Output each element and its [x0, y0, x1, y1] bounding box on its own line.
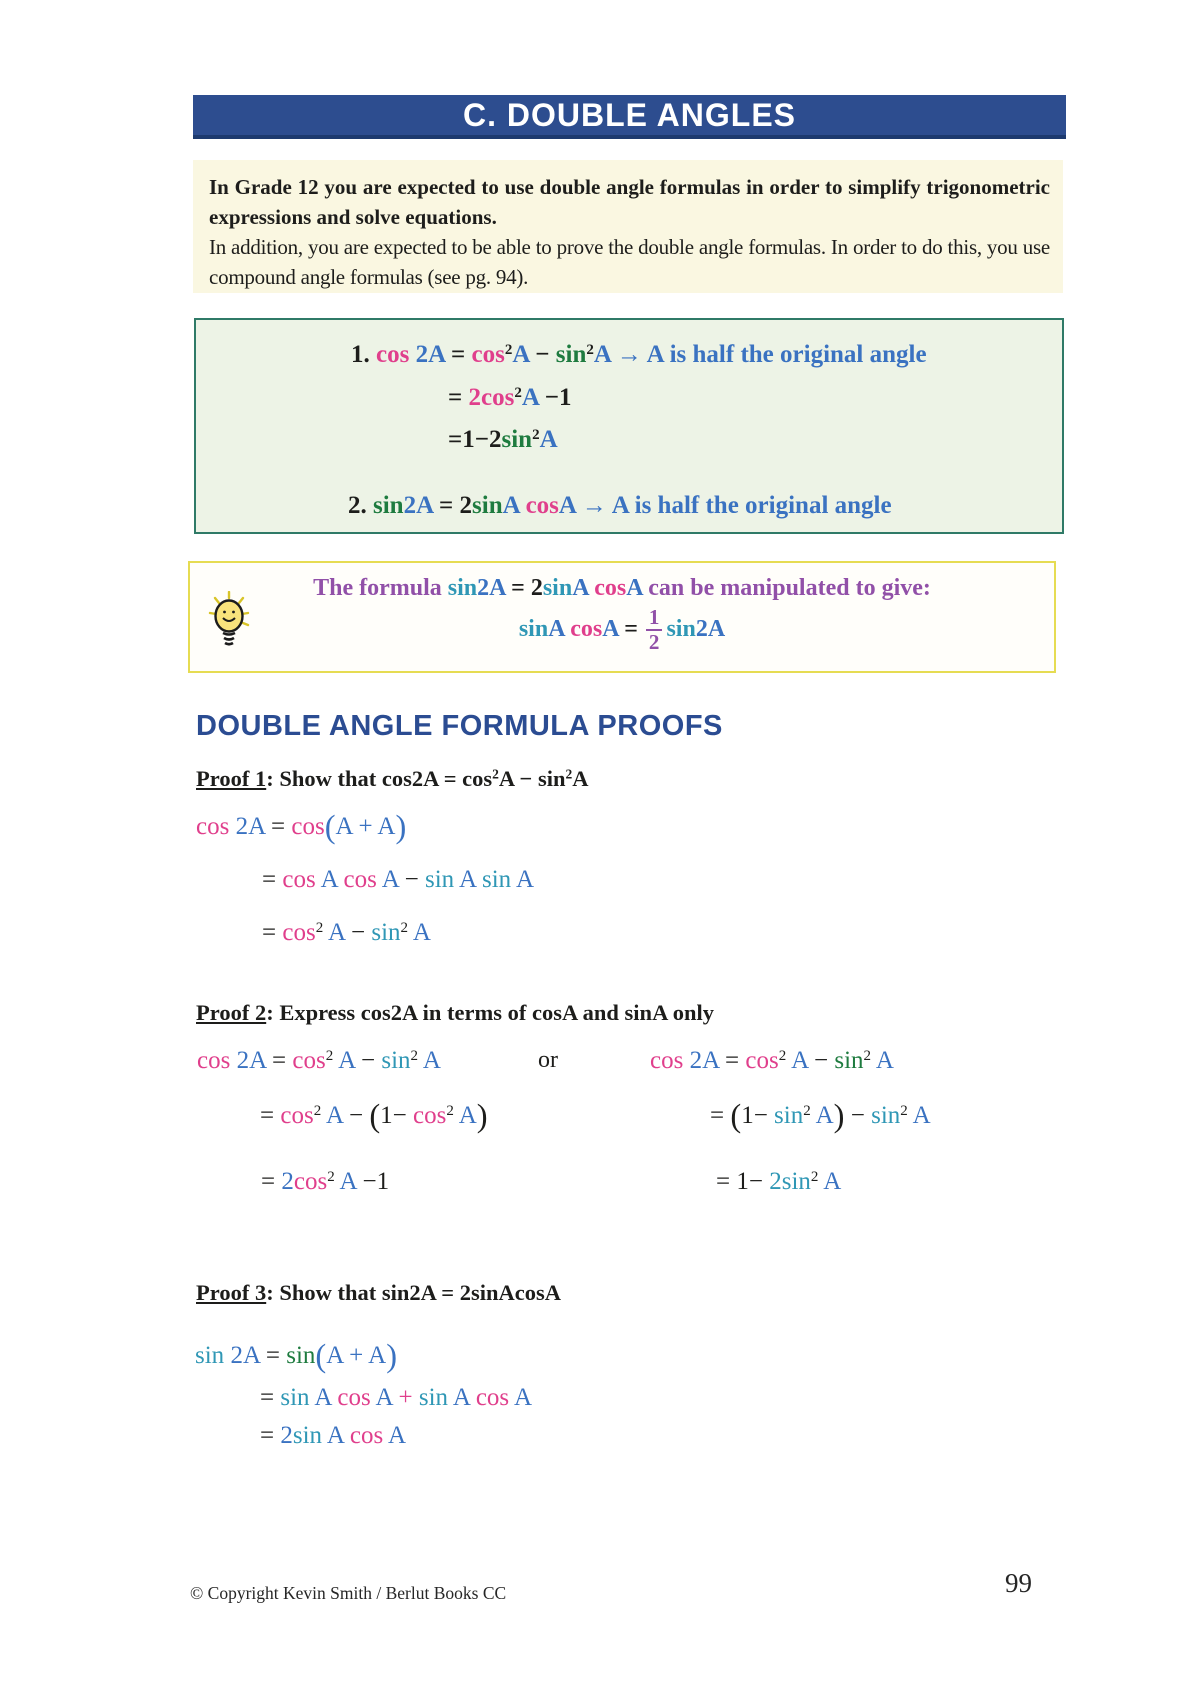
proof2-left-eq2: = $\cos^2 A - (1- \cos^2 A)$ — [260, 1098, 488, 1135]
double-angle-formula-box — [194, 318, 1064, 534]
formula-sin2A-line: 2. sin2A = 2sinA cosA → A is half the original angle — [348, 492, 892, 519]
proof1-eq1: cos 2A = cos(A + A) — [196, 809, 407, 846]
intro-bold-text: In Grade 12 you are expected to use double angle formulas in order to simplify trigonometric expressions and solve equations. — [209, 175, 1050, 229]
tip-line-1: The formula sin2A = 2sinA cosA can be manipulated to give: — [313, 575, 931, 601]
formula-cos2A-line2: = $2\cos^2A -1$ — [448, 384, 572, 411]
page-number: 99 — [1005, 1568, 1032, 1598]
copyright-text: © Copyright Kevin Smith / Berlut Books CC — [190, 1583, 507, 1603]
proof1-eq2: = cos A cos A − sin A sin A — [262, 866, 535, 893]
proof1-eq3: = $\cos^2 A - \sin^2 A$ — [262, 919, 431, 946]
proof3-label: Proof 3: Show that sin2A = 2sinAcosA — [196, 1280, 561, 1305]
proof3-eq2: = sin A cos A + sin A cos A — [260, 1384, 533, 1411]
proof2-label: Proof 2: Express cos2A in terms of cosA and sinA only — [196, 1000, 714, 1025]
proof1-label: Proof 1: Show that $\cos 2A = \cos^2A - \sin^2A$ — [196, 766, 589, 791]
proof3-eq3: = 2sin A cos A — [260, 1422, 407, 1449]
tip-box — [188, 561, 1056, 673]
section-header-bar — [193, 95, 1066, 139]
tip-line-2: sinA cosA = $\frac{1}{2}$ sin2A — [518, 605, 726, 655]
formula-cos2A-line3: $=1-2\sin^2A$ — [448, 426, 558, 453]
intro-body-text: In addition, you are expected to be able to prove the double angle formulas. In order to do this, you use compound angle formulas (see pg. 94). — [209, 235, 1050, 289]
proof2-right-eq1: $\cos 2A = \cos^2 A - \sin^2 A$ — [650, 1047, 894, 1074]
proof2-left-eq3: = $2\cos^2$ A −1 — [261, 1168, 390, 1195]
proofs-heading: DOUBLE ANGLE FORMULA PROOFS — [196, 710, 723, 742]
proof2-left-eq1: $\cos 2A = \cos^2 A - \sin^2 A$ — [197, 1047, 441, 1074]
proof2-right-eq2: = $(1- \sin^2 A) - \sin^2 A$ — [710, 1098, 931, 1135]
intro-box — [193, 160, 1063, 293]
formula-cos2A-line1: 1. $\cos 2A = \cos^2A - \sin^2A \to A$ is half the original angle — [351, 341, 927, 368]
proof3-eq1: sin 2A = sin(A + A) — [195, 1338, 398, 1375]
proof2-right-eq3: = $1- 2\sin^2$ A — [716, 1168, 842, 1195]
proof2-or-text: or — [538, 1047, 558, 1073]
section-title: C. DOUBLE ANGLES — [462, 96, 797, 133]
